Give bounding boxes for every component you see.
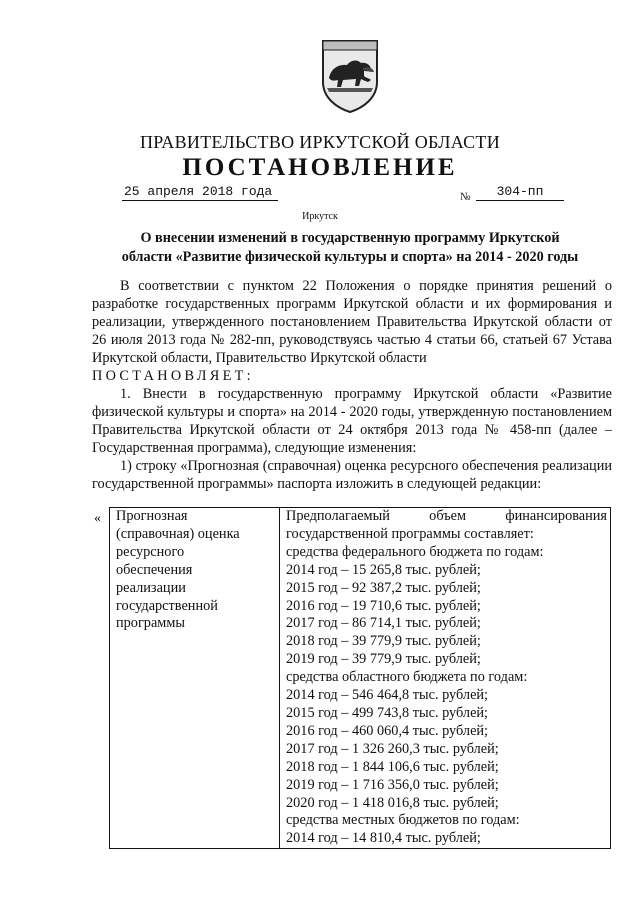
item-1-1-paragraph: 1) строку «Прогнозная (справочная) оценка ресурсного обеспечения реализации государственной программы» паспорта изложить в следующей редакции: [92, 458, 612, 492]
value-line: 2019 год – 39 779,9 тыс. рублей; [286, 651, 481, 668]
value-line: 2015 год – 92 387,2 тыс. рублей; [286, 579, 481, 596]
value-line: 2016 год – 19 710,6 тыс. рублей; [286, 597, 481, 614]
document-body [92, 277, 612, 493]
document-type: ПОСТАНОВЛЕНИЕ [182, 154, 458, 181]
item-1-paragraph: 1. Внести в государственную программу Иркутской области «Развитие физической культуры и спорта» на 2014 - 2020 годы, утвержденную постановлением Правительства Иркутской области от 24 октября 2013 года № 458-пп (далее – Государственная программа), следующие изменения: [92, 386, 612, 456]
value-line: 2020 год – 1 418 016,8 тыс. рублей; [286, 794, 499, 811]
number-sign: № [460, 191, 471, 203]
value-line: средства местных бюджетов по годам: [286, 812, 520, 829]
label-line: обеспечения [116, 561, 193, 578]
value-line: 2019 год – 1 716 356,0 тыс. рублей; [286, 776, 499, 793]
value-line: 2014 год – 14 810,4 тыс. рублей; [286, 830, 481, 847]
label-line: (справочная) оценка [116, 525, 240, 542]
value-line: 2018 год – 1 844 106,6 тыс. рублей; [286, 758, 499, 775]
label-line: ресурсного [116, 543, 185, 560]
city: Иркутск [302, 211, 338, 222]
row-value-cell [280, 508, 611, 849]
subject-line-1: О внесении изменений в государственную программу Иркутской [140, 230, 560, 246]
value-line: Предполагаемый объем финансирования [286, 508, 607, 524]
preamble-paragraph: В соответствии с пунктом 22 Положения о порядке принятия решений о разработке государственных программ Иркутской области и их формирования и реализации, утвержденного постановлением Правительства Иркутской области от 26 июля 2013 года № 282-пп, руководствуясь частью 4 статьи 66, статьей 67 Устава Иркутской области, Правительство Иркутской области [92, 278, 612, 366]
value-line: государственной программы составляет: [286, 525, 534, 542]
value-line: 2016 год – 460 060,4 тыс. рублей; [286, 722, 489, 739]
value-line: средства федерального бюджета по годам: [286, 543, 544, 560]
value-line: 2017 год – 86 714,1 тыс. рублей; [286, 615, 481, 632]
document-number: 304-пп [476, 184, 564, 201]
resolve-heading: ПОСТАНОВЛЯЕТ: [92, 368, 254, 384]
document-subject [95, 229, 605, 267]
label-line: государственной [116, 597, 218, 614]
opening-quote: « [94, 511, 101, 526]
government-title: ПРАВИТЕЛЬСТВО ИРКУТСКОЙ ОБЛАСТИ [139, 132, 501, 152]
value-line: 2018 год – 39 779,9 тыс. рублей; [286, 633, 481, 650]
value-line: 2014 год – 546 464,8 тыс. рублей; [286, 687, 489, 704]
document-date: 25 апреля 2018 года [122, 184, 278, 201]
value-line: 2017 год – 1 326 260,3 тыс. рублей; [286, 740, 499, 757]
value-line: 2014 год – 15 265,8 тыс. рублей; [286, 561, 481, 578]
row-label-cell [110, 508, 280, 849]
coat-of-arms-icon [319, 38, 381, 114]
table-row [110, 508, 611, 849]
value-line: средства областного бюджета по годам: [286, 669, 528, 686]
label-line: программы [116, 615, 186, 632]
label-line: Прогнозная [116, 508, 188, 524]
resource-table [109, 507, 611, 849]
value-line: 2015 год – 499 743,8 тыс. рублей; [286, 704, 489, 721]
label-line: реализации [116, 579, 186, 596]
subject-line-2: области «Развитие физической культуры и спорта» на 2014 - 2020 годы [121, 249, 579, 265]
